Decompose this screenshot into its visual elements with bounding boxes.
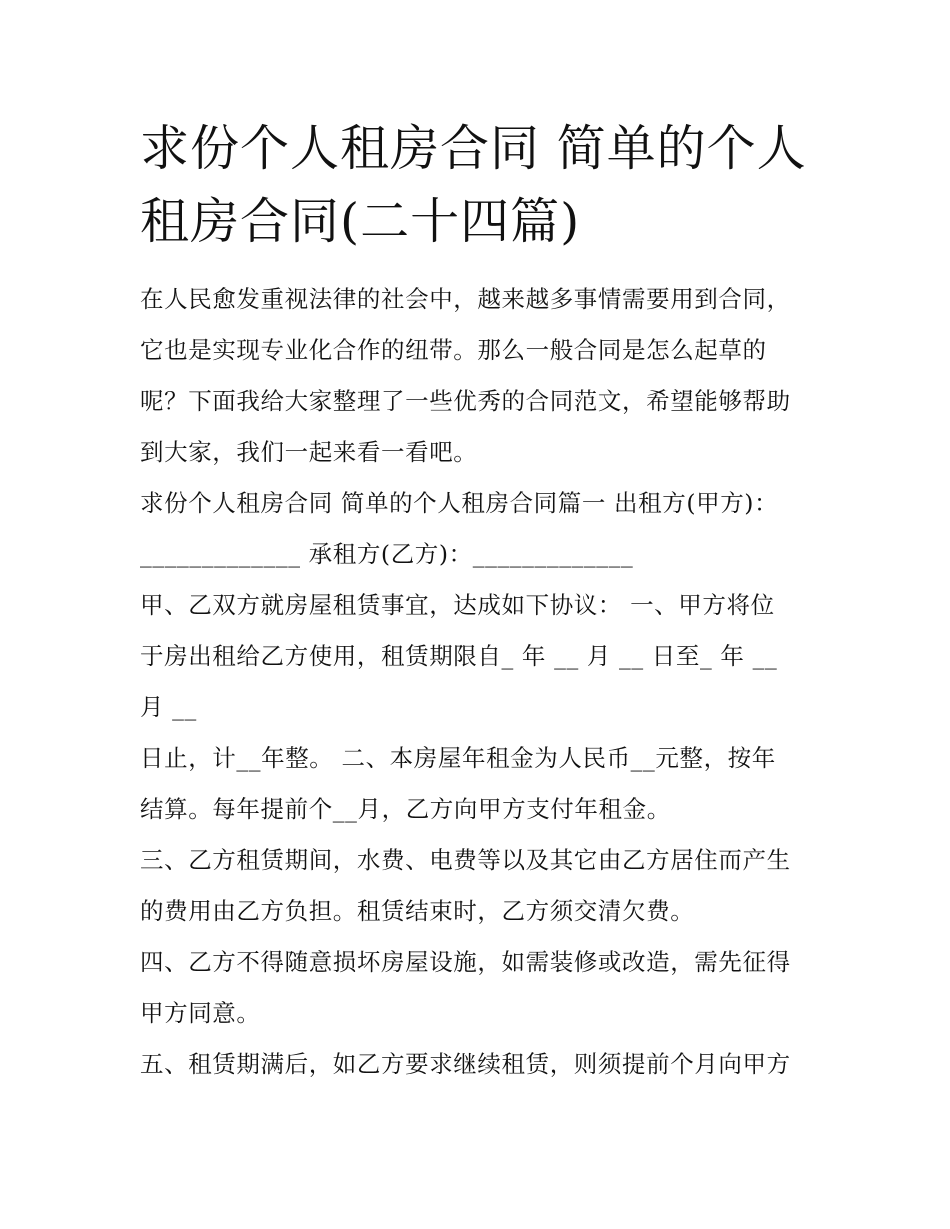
body-line: 它也是实现专业化合作的纽带。那么一般合同是怎么起草的 xyxy=(140,336,767,364)
body-line: 五、租赁期满后，如乙方要求继续租赁，则须提前个月向甲方 xyxy=(140,1050,791,1078)
body-line: 于房出租给乙方使用，租赁期限自_ 年 __ 月 __ 日至_ 年 __ xyxy=(140,642,778,670)
body-line: 到大家，我们一起来看一看吧。 xyxy=(140,438,478,466)
title-line: 求份个人租房合同 简单的个人 xyxy=(140,120,807,177)
body-line: 日止，计__年整。 二、本房屋年租金为人民币__元整，按年 xyxy=(140,744,776,772)
body-line: 四、乙方不得随意损坏房屋设施，如需装修或改造，需先征得 xyxy=(140,948,791,976)
document-body xyxy=(140,274,820,1090)
body-line: 甲方同意。 xyxy=(140,999,261,1027)
body-line: 求份个人租房合同 简单的个人租房合同篇一 出租方(甲方)： xyxy=(140,489,779,517)
body-line: 在人民愈发重视法律的社会中，越来越多事情需要用到合同， xyxy=(140,285,791,313)
body-line: 结算。每年提前个__月，乙方向甲方支付年租金。 xyxy=(140,795,671,823)
body-line: 月 __ xyxy=(140,693,197,721)
title-line: 租房合同(二十四篇) xyxy=(140,193,581,250)
document-title xyxy=(140,112,830,258)
body-line: 的费用由乙方负担。租赁结束时，乙方须交清欠费。 xyxy=(140,897,695,925)
body-line: 甲、乙双方就房屋租赁事宜，达成如下协议： 一、甲方将位 xyxy=(140,591,775,619)
body-line: _____________ 承租方(乙方)：_____________ xyxy=(140,540,634,568)
body-line: 三、乙方租赁期间，水费、电费等以及其它由乙方居住而产生 xyxy=(140,846,791,874)
body-line: 呢？下面我给大家整理了一些优秀的合同范文，希望能够帮助 xyxy=(140,387,791,415)
